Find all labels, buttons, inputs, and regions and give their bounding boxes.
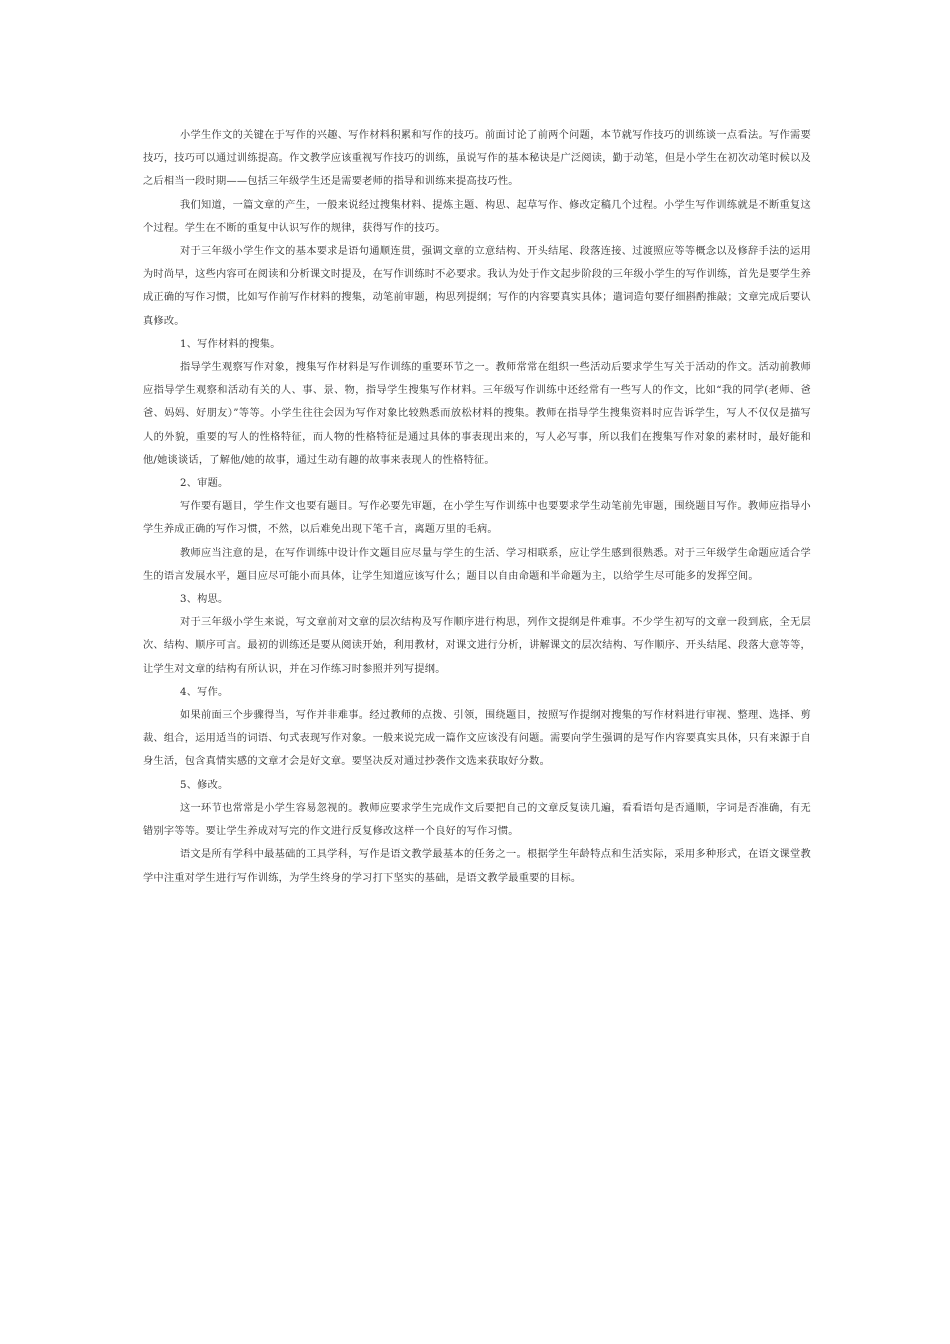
- paragraph-process: 我们知道，一篇文章的产生，一般来说经过搜集材料、提炼主题、构思、起草写作、修改定稿几个过程。小学生写作训练就是不断重复这个过程。学生在不断的重复中认识写作的规律，获得写作的技巧。: [143, 199, 811, 234]
- paragraph-revision: 这一环节也常常是小学生容易忽视的。教师应要求学生完成作文后要把自己的文章反复读几遍，看看语句是否通顺，字词是否准确，有无错别字等等。要让学生养成对写完的作文进行反复修改这样一个良好的写作习惯。: [143, 802, 811, 838]
- section-heading-topic: 2、审题。: [180, 478, 229, 490]
- section-heading-material: 1、写作材料的搜集。: [180, 338, 281, 350]
- section-heading-writing: 4、写作。: [180, 686, 229, 698]
- paragraph-topic-note: 教师应当注意的是，在写作训练中设计作文题目应尽量与学生的生活、学习相联系，应让学生感到很熟悉。对于三年级学生命题应适合学生的语言发展水平，题目应尽可能小而具体，让学生知道应该写什么；题目以自由命题和半命题为主，以给学生尽可能多的发挥空间。: [143, 547, 811, 582]
- paragraph-topic: 写作要有题目，学生作文也要有题目。写作必要先审题，在小学生写作训练中也要要求学生动笔前先审题，围绕题目写作。教师应指导小学生养成正确的写作习惯，不然，以后难免出现下笔千言，离题万里的毛病。: [143, 501, 811, 536]
- paragraph-requirements: 对于三年级小学生作文的基本要求是语句通顺连贯，强调文章的立意结构、开头结尾、段落连接、过渡照应等等概念以及修辞手法的运用为时尚早，这些内容可在阅读和分析课文时提及，在写作训练时不必要求。我认为处于作文起步阶段的三年级小学生的写作训练，首先是要学生养成正确的写作习惯，比如写作前写作材料的搜集，动笔前审题，构思列提纲；写作的内容要真实具体；遣词造句要仔细斟酌推敲；文章完成后要认真修改。: [143, 246, 811, 327]
- paragraph-intro: 小学生作文的关键在于写作的兴趣、写作材料积累和写作的技巧。前面讨论了前两个问题，本节就写作技巧的训练谈一点看法。写作需要技巧，技巧可以通过训练提高。作文教学应该重视写作技巧的训练，虽说写作的基本秘诀是广泛阅读，勤于动笔，但是小学生在初次动笔时候以及之后相当一段时期——包括三年级学生还是需要老师的指导和训练来提高技巧性。: [143, 130, 811, 188]
- section-heading-revision: 5、修改。: [180, 779, 229, 791]
- paragraph-writing: 如果前面三个步骤得当，写作并非难事。经过教师的点拨、引领，围绕题目，按照写作提纲对搜集的写作材料进行审视、整理、选择、剪裁、组合，运用适当的词语、句式表现写作对象。一般来说完成一篇作文应该没有问题。需要向学生强调的是写作内容要真实具体，只有来源于自身生活，包含真情实感的文章才会是好文章。要坚决反对通过抄袭作文选来获取好分数。: [143, 710, 811, 768]
- paragraph-structure: 对于三年级小学生来说，写文章前对文章的层次结构及写作顺序进行构思，列作文提纲是件难事。不少学生初写的文章一段到底，全无层次、结构、顺序可言。最初的训练还是要从阅读开始，利用教材，对课文进行分析，讲解课文的层次结构、写作顺序、开头结尾、段落大意等等，让学生对文章的结构有所认识，并在习作练习时参照并列写提纲。: [143, 617, 811, 675]
- paragraph-conclusion: 语文是所有学科中最基础的工具学科，写作是语文教学最基本的任务之一。根据学生年龄特点和生活实际，采用多种形式，在语文课堂教学中注重对学生进行写作训练，为学生终身的学习打下坚实的基础，是语文教学最重要的目标。: [143, 849, 811, 884]
- section-heading-structure: 3、构思。: [180, 594, 229, 606]
- document-page: [143, 124, 811, 890]
- paragraph-material: 指导学生观察写作对象，搜集写作材料是写作训练的重要环节之一。教师常常在组织一些活动后要求学生写关于活动的作文。活动前教师应指导学生观察和活动有关的人、事、景、物，指导学生搜集写作材料。三年级写作训练中还经常有一些写人的作文，比如“我的同学(老师、爸爸、妈妈、好朋友）”等等。小学生往往会因为写作对象比较熟悉而放松材料的搜集。教师在指导学生搜集资料时应告诉学生，写人不仅仅是描写人的外貌，重要的写人的性格特征，而人物的性格特征是通过具体的事表现出来的，写人必写事，所以我们在搜集写作对象的素材时，最好能和他/她谈谈话，了解他/她的故事，通过生动有趣的故事来表现人的性格特征。: [143, 362, 811, 466]
